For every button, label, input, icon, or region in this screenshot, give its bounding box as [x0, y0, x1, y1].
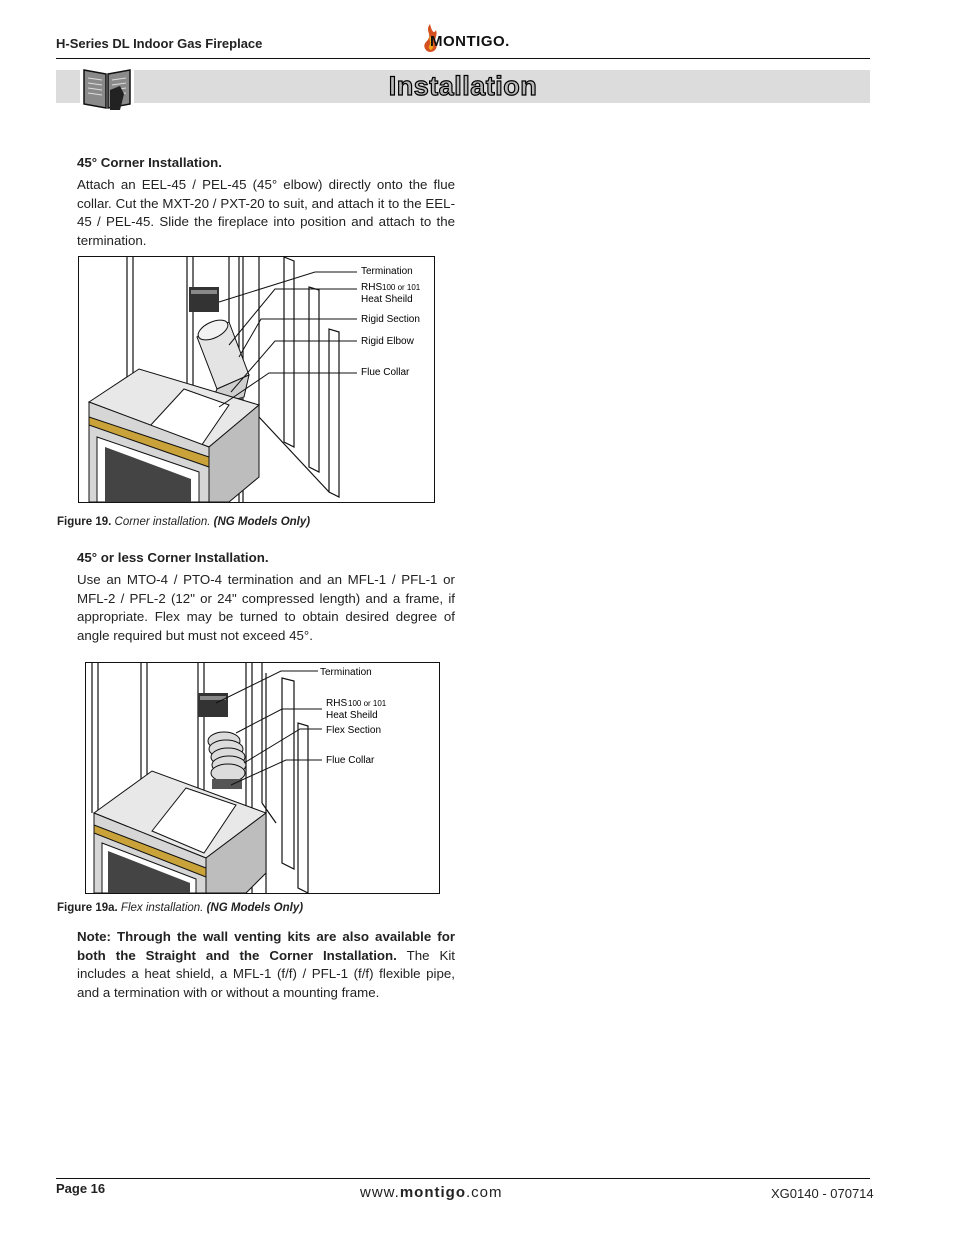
- document-title: H-Series DL Indoor Gas Fireplace: [56, 36, 263, 51]
- fig19-label-rigid-elbow: Rigid Elbow: [361, 336, 414, 347]
- figure-19-number: Figure 19.: [57, 516, 112, 528]
- fig19-label-rigid-section: Rigid Section: [361, 314, 420, 325]
- logo-wordmark: MONTIGO.: [430, 33, 510, 50]
- less-corner-installation-heading: 45° or less Corner Installation.: [77, 550, 269, 565]
- fig19a-label-heat-shield: Heat Sheild: [326, 710, 378, 721]
- figure-19a-text: Flex installation.: [120, 902, 204, 914]
- fig19a-label-flex-section: Flex Section: [326, 725, 382, 736]
- fig19a-label-rhs: RHS: [326, 698, 348, 709]
- fig19-label-rhs: RHS: [361, 282, 383, 293]
- footer-rule: [56, 1178, 870, 1179]
- header-rule: [56, 58, 870, 59]
- figure-19a-note: (NG Models Only): [206, 902, 304, 914]
- fig19-label-rhs-models: 100 or 101: [382, 283, 421, 292]
- figure-19-text: Corner installation.: [114, 516, 211, 528]
- fig19a-label-rhs-models: 100 or 101: [348, 699, 387, 708]
- fig19-label-termination: Termination: [361, 266, 413, 277]
- less-corner-installation-text: Use an MTO-4 / PTO-4 termination and an MFL-1 / PFL-1 or MFL-2 / PFL-2 (12" or 24" compressed length) and a frame, if appropriate. Flex may be turned to obtain desired degree of angle required but must not exceed 45°.: [77, 572, 455, 643]
- website-url[interactable]: [360, 1184, 503, 1201]
- fig19-label-heat-shield: Heat Sheild: [361, 294, 413, 305]
- figure-19-note: (NG Models Only): [213, 516, 311, 528]
- corner-installation-text: Attach an EEL-45 / PEL-45 (45° elbow) directly onto the flue collar. Cut the MXT-20 / PXT-20 to suit, and attach it to the EEL-45 / PEL-45. Slide the fireplace into position and attach to the termination.: [77, 177, 455, 248]
- venting-kit-note: [77, 928, 455, 1002]
- fig19a-label-termination: Termination: [320, 667, 372, 678]
- corner-installation-heading: 45° Corner Installation.: [77, 155, 222, 170]
- figure-19a-number: Figure 19a.: [57, 902, 118, 914]
- url-prefix: www.: [360, 1184, 400, 1201]
- figure-19-caption: [57, 516, 310, 528]
- montigo-logo: [418, 22, 518, 54]
- fig19-label-flue-collar: Flue Collar: [361, 367, 410, 378]
- venting-kit-note-bold: Note: Through the wall venting kits are also available for both the Straight and the Corner Installation.: [77, 929, 455, 963]
- venting-kit-note-body: The Kit includes a heat shield, a MFL-1 (f/f) / PFL-1 (f/f) flexible pipe, and a termination with or without a mounting frame.: [77, 947, 455, 1000]
- figure-19a-caption: [57, 902, 303, 914]
- url-suffix: .com: [466, 1184, 503, 1201]
- fig19a-label-flue-collar: Flue Collar: [326, 755, 375, 766]
- page-number: Page 16: [56, 1181, 106, 1196]
- section-banner: [56, 70, 870, 103]
- figure-19-diagram: [78, 256, 435, 503]
- url-brand: montigo: [399, 1184, 466, 1201]
- section-title: Installation: [388, 71, 538, 101]
- document-code: XG0140 - 070714: [771, 1186, 874, 1201]
- figure-19a-diagram: [85, 662, 440, 894]
- manual-book-icon: [80, 64, 134, 112]
